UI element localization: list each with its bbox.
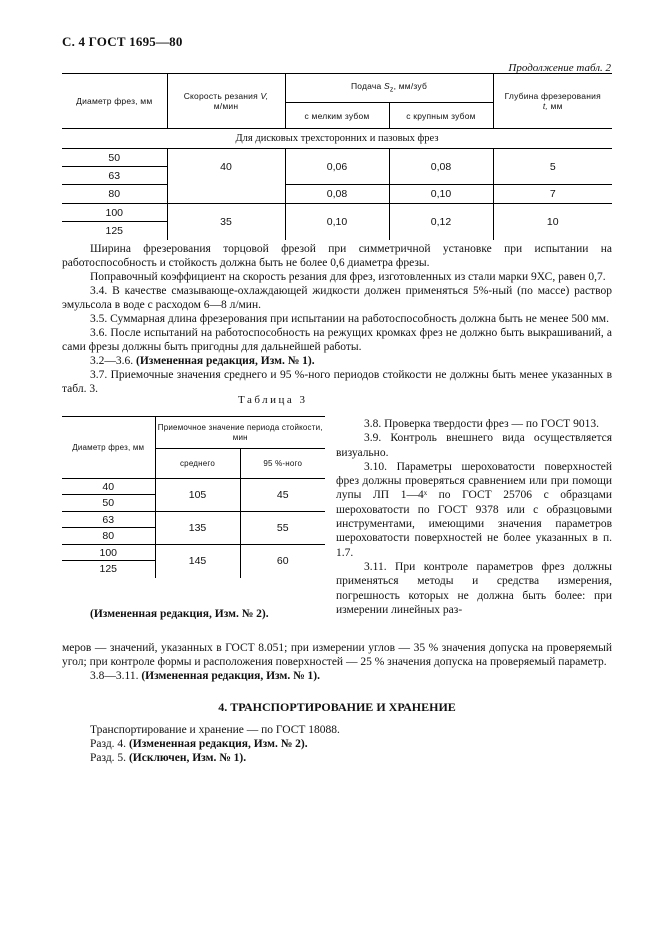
t3-header-95: 95 %-ного [240,449,325,479]
right-column-text [336,417,612,617]
t3-header-accept: Приемочное значение периода стойкости, мин [155,417,325,449]
header-speed: Скорость резания V, м/мин [167,74,285,129]
table-row: 50 [62,495,325,512]
table-row: 63 135 55 [62,512,325,528]
table-row: 80 [62,528,325,545]
table-row: 125 [99,563,118,576]
table-2-continued [62,73,612,240]
table-row: 40 105 45 [62,479,325,495]
paragraph-correction: Поправочный коэффициент на скорость резания для фрез, изготовленных из стали марки 9ХС, равен 0,7. [90,271,606,283]
paragraph-razd-4: Разд. 4. (Измененная редакция, Изм. № 2). [90,738,308,750]
table-row: 125 [105,224,124,237]
paragraph-edition-3-2: 3.2—3.6. (Измененная редакция, Изм. № 1). [90,355,315,367]
paragraph-3-7: 3.7. Приемочные значения среднего и 95 %-ного периодов стойкости не должны быть менее указанных в табл. 3. [62,369,612,395]
paragraph-width: Ширина фрезерования торцовой фрезой при симметричной установке при испытании на работоспособность и стойкость должна быть не более 0,6 диаметра фрезы. [62,243,612,269]
paragraph-3-9: 3.9. Контроль внешнего вида осуществляется визуально. [336,432,612,459]
paragraph-razd-5: Разд. 5. (Исключен, Изм. № 1). [90,752,247,764]
table-row: 100 35 0,10 0,12 10 [62,204,612,222]
paragraph-3-8: 3.8. Проверка твердости фрез — по ГОСТ 9013. [364,418,599,430]
header-feed: Подача $S_z$, мм/зуб [285,74,493,103]
t3-header-mean: среднего [155,449,240,479]
table-3 [62,416,325,578]
t3-header-diameter: Диаметр фрез, мм [62,417,155,479]
paragraph-3-5: 3.5. Суммарная длина фрезерования при испытании на работоспособность должна быть не менее 500 мм. [90,313,609,325]
body-text-bottom [62,641,612,683]
paragraph-3-11: 3.11. При контроле параметров фрез должны применяться методы и средства измерения, погрешность которых не должна быть более: при измерении линейных раз- [336,560,612,616]
header-feed-coarse: с крупным зубом [389,103,493,129]
table-row: 63 [62,167,612,185]
table-continuation-label: Продолжение табл. 2 [508,62,611,74]
table-3-title: Таблица 3 [238,394,308,406]
page-header: С. 4 ГОСТ 1695—80 [62,34,183,49]
table-row: 80 0,08 0,10 7 [62,185,612,204]
table-section-label: Для дисковых трехсторонних и пазовых фрез [62,129,612,149]
header-feed-fine: с мелким зубом [285,103,389,129]
paragraph-edition-3-8: 3.8—3.11. (Измененная редакция, Изм. № 1). [90,670,320,682]
table-row: 100 145 60 [62,545,325,561]
table-row: 50 40 0,06 0,08 5 [62,149,612,167]
header-diameter: Диаметр фрез, мм [62,74,167,129]
header-depth: Глубина фрезерования t, мм [493,74,612,129]
paragraph-transport: Транспортирование и хранение — по ГОСТ 18088. [90,724,340,736]
section-4-body [62,723,612,765]
paragraph-3-11-continued: меров — значений, указанных в ГОСТ 8.051; при измерении углов — 35 % значения допуска на проверяемый угол; при контроле формы и расположения поверхностей — 25 % значения допуска на проверяемый параметр. [62,642,612,668]
paragraph-3-4: 3.4. В качестве смазывающе-охлаждающей жидкости должен применяться 5%-ный (по массе) раствор эмульсола в воде с расходом 6—8 л/мин. [62,285,612,311]
paragraph-3-6: 3.6. После испытаний на работоспособность на режущих кромках фрез не должно быть выкрашиваний, а сами фрезы должны быть пригодны для дальнейшей работы. [62,327,612,353]
section-4-heading: 4. ТРАНСПОРТИРОВАНИЕ И ХРАНЕНИЕ [218,700,456,714]
body-text-top [62,242,612,396]
table-3-edition-note: (Измененная редакция, Изм. № 2). [90,608,269,620]
paragraph-3-10: 3.10. Параметры шероховатости поверхностей фрез должны проверяться сравнением или при помощи лупы ЛП 1—4ˣ по ГОСТ 25706 с образцами шероховатости по ГОСТ 9378 или с образцовыми инструментами, имеющими значения параметров шероховатости поверхностей не более указанных в п. 1.7. [336,460,612,559]
